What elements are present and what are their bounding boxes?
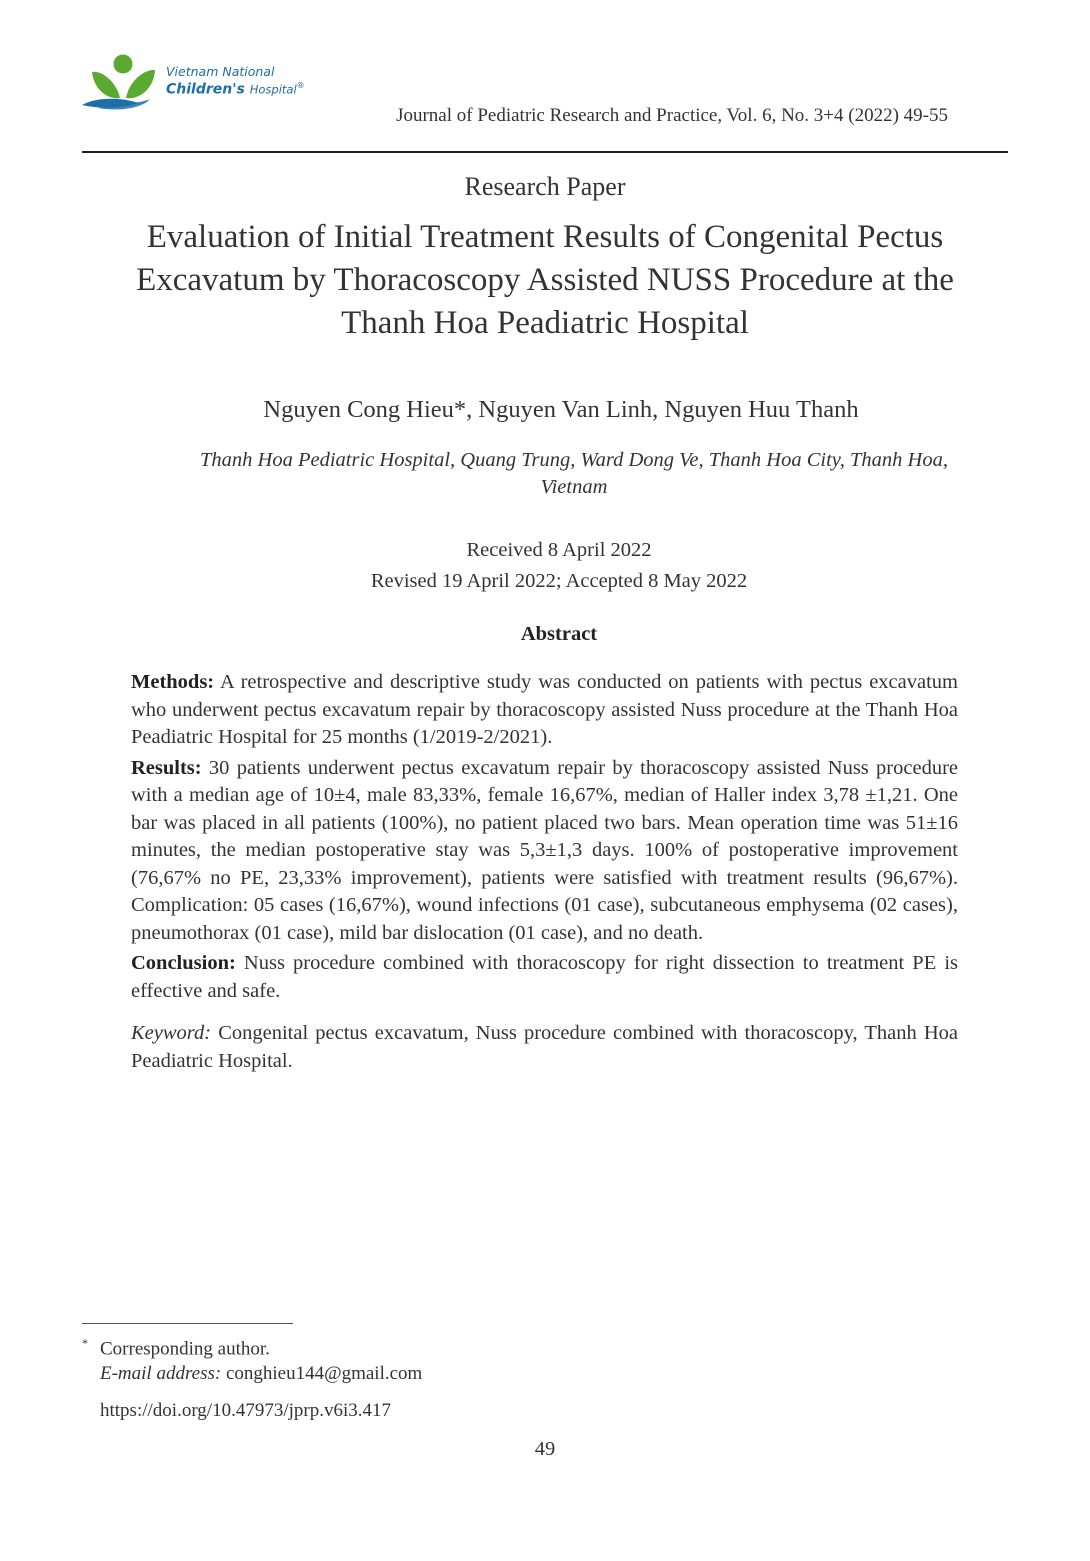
conclusion-text: Nuss procedure combined with thoracoscopy for right dissection to treatment PE is effective and safe. — [131, 952, 958, 1002]
page-number: 49 — [534, 1438, 556, 1460]
abstract-methods — [131, 669, 958, 752]
footnote-line2 — [82, 1361, 422, 1386]
results-text: 30 patients underwent pectus excavatum repair by thoracoscopy assisted Nuss procedure with a median age of 10±4, male 83,33%, female 16,67%, median of Haller index 3,78 ±1,21. One bar was placed in all patients (100%), no patient placed two bars. Mean operation time was 51±16 minutes, the median postoperative stay was 5,3±1,3 days. 100% of postoperative improvement (76,67% no PE, 23,33% improvement), patients were satisfied with treatment results (96,67%). Complication: 05 cases (16,67%), wound infections (01 case), subcutaneous emphysema (02 cases), pneumothorax (01 case), mild bar dislocation (01 case), and no death. — [131, 756, 959, 944]
corresponding-label: Corresponding author. — [100, 1338, 270, 1360]
email-address[interactable]: conghieu144@gmail.com — [225, 1363, 423, 1385]
logo-line1: Vietnam National — [166, 64, 275, 79]
hospital-logo — [80, 50, 310, 116]
conclusion-label: Conclusion: — [131, 952, 236, 974]
paper-title: Evaluation of Initial Treatment Results of Congenital Pectus Excavatum by Thoracoscopy Assisted NUSS Procedure at the Thanh Hoa Peadiatric Hospital — [136, 219, 954, 341]
doi-link[interactable]: https://doi.org/10.47973/jprp.v6i3.417 — [100, 1400, 391, 1421]
logo-registered-mark: ® — [296, 81, 305, 90]
submission-dates — [0, 535, 1090, 597]
results-label: Results: — [131, 756, 202, 779]
hospital-logo-icon — [80, 50, 164, 116]
keyword-label: Keyword: — [131, 1022, 212, 1044]
logo-line2 — [166, 81, 305, 98]
methods-label: Methods: — [131, 671, 215, 693]
abstract-keywords — [131, 1020, 958, 1075]
abstract-body — [131, 669, 958, 1078]
journal-citation: Journal of Pediatric Research and Practice, Vol. 6, No. 3+4 (2022) 49-55 — [396, 105, 948, 126]
logo-line2-suffix: Hospital — [249, 82, 297, 97]
keyword-text: Congenital pectus excavatum, Nuss procedure combined with thoracoscopy, Thanh Hoa Peadiatric Hospital. — [131, 1022, 959, 1072]
revised-accepted-date: Revised 19 April 2022; Accepted 8 May 2022 — [370, 570, 748, 592]
logo-line2-main: Children's — [166, 81, 245, 98]
received-date: Received 8 April 2022 — [466, 539, 652, 561]
abstract-heading: Abstract — [520, 623, 598, 645]
affiliation: Thanh Hoa Pediatric Hospital, Quang Trung, Ward Dong Ve, Thanh Hoa City, Thanh Hoa, Vietnam — [200, 449, 948, 498]
footnote-line1 — [82, 1331, 422, 1361]
abstract-conclusion — [131, 950, 958, 1005]
abstract-results — [131, 755, 958, 948]
footnote-marker: * — [82, 1336, 88, 1350]
paper-type: Research Paper — [464, 172, 626, 201]
corresponding-author-footnote — [82, 1331, 422, 1386]
methods-text: A retrospective and descriptive study was conducted on patients with pectus excavatum who underwent pectus excavatum repair by thoracoscopy assisted Nuss procedure at the Thanh Hoa Peadiatric Hospital for 25 months (1/2019-2/2021). — [131, 671, 958, 748]
email-label: E-mail address: — [100, 1363, 222, 1385]
footnote-divider — [82, 1323, 293, 1324]
author-list: Nguyen Cong Hieu*, Nguyen Van Linh, Nguyen Huu Thanh — [263, 396, 859, 423]
header-divider — [82, 151, 1008, 153]
